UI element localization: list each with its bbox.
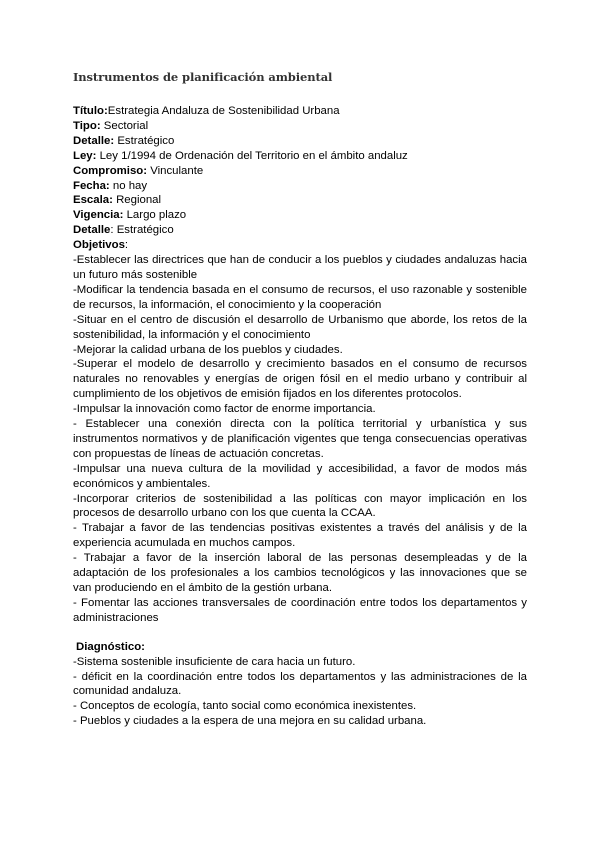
field-vigencia	[73, 208, 527, 223]
field-label: Vigencia:	[73, 209, 124, 222]
field-value: Vinculante	[147, 164, 204, 177]
objective-item: -Establecer las directrices que han de conducir a los pueblos y ciudades andaluzas hacia un futuro más sostenible	[73, 254, 527, 281]
field-ley	[73, 149, 527, 164]
field-label: Tipo:	[73, 119, 101, 132]
field-escala	[73, 193, 527, 208]
diagnostico-item: - Pueblos y ciudades a la espera de una mejora en su calidad urbana.	[73, 715, 427, 728]
diagnostico-title: Diagnóstico:	[76, 640, 145, 653]
field-titulo	[73, 104, 527, 119]
field-value: Estrategia Andaluza de Sostenibilidad Urbana	[107, 105, 340, 117]
objective-item: - Trabajar a favor de las tendencias positivas existentes a través del análisis y de la experiencia acumulada en muchos campos.	[73, 522, 527, 550]
field-value: : Estratégico	[110, 224, 174, 237]
document-heading: Instrumentos de planificación ambiental	[73, 70, 333, 84]
field-label: Escala:	[73, 194, 113, 207]
field-value: Estratégico	[114, 134, 175, 147]
field-tipo	[73, 119, 527, 134]
field-detalle	[73, 134, 527, 149]
diagnostico-item: - déficit en la coordinación entre todos los departamentos y las administraciones de la comunidad andaluza.	[73, 670, 527, 698]
field-label: Detalle	[73, 224, 111, 237]
field-objetivos	[73, 238, 527, 253]
field-detalle-2	[73, 223, 527, 238]
field-label: Ley:	[73, 149, 97, 162]
objective-item: -Situar en el centro de discusión el desarrollo de Urbanismo que aborde, los retos de la sostenibilidad, la información y el conocimiento	[73, 313, 527, 341]
field-value: no hay	[109, 179, 148, 192]
objective-item: -Incorporar criterios de sostenibilidad a las políticas con mayor implicación en los procesos de desarrollo urbano con los que cuenta la CCAA.	[73, 492, 527, 520]
objective-item: -Mejorar la calidad urbana de los pueblos y ciudades.	[73, 343, 343, 356]
field-value: :	[124, 239, 129, 252]
document-body	[73, 104, 527, 729]
field-value: Regional	[112, 194, 162, 207]
diagnostico-item: -Sistema sostenible insuficiente de cara hacia un futuro.	[73, 655, 356, 668]
objective-item: - Establecer una conexión directa con la política territorial y urbanística y sus instrumentos normativos y de planificación vigentes que tenga consecuencias operativas con propuestas de líneas de actuación concretas.	[73, 418, 527, 460]
objective-item: - Fomentar las acciones transversales de coordinación entre todos los departamentos y administraciones	[73, 596, 527, 624]
objective-item: -Modificar la tendencia basada en el consumo de recursos, el uso razonable y sostenible de recursos, la información, el conocimiento y la cooperación	[73, 283, 527, 311]
field-label: Detalle:	[73, 134, 115, 147]
field-value: Largo plazo	[123, 209, 187, 222]
section-spacer	[73, 626, 527, 640]
objective-item: -Impulsar una nueva cultura de la movilidad y accesibilidad, a favor de modos más económicos y ambientales.	[73, 462, 527, 490]
field-compromiso	[73, 164, 527, 179]
field-label: Objetivos	[73, 239, 125, 252]
field-fecha	[73, 179, 527, 194]
objective-item: -Impulsar la innovación como factor de enorme importancia.	[73, 403, 376, 416]
field-value: Sectorial	[100, 119, 149, 132]
field-label: Título:	[73, 105, 108, 117]
field-label: Fecha:	[73, 179, 110, 192]
objective-item: -Superar el modelo de desarrollo y crecimiento basados en el consumo de recursos naturales no renovables y energías de origen fósil en el medio urbano y contribuir al cumplimiento de los objetivos de emisión fijados en los diferentes protocolos.	[73, 358, 527, 401]
field-label: Compromiso:	[73, 164, 148, 177]
field-value: Ley 1/1994 de Ordenación del Territorio en el ámbito andaluz	[96, 149, 408, 162]
objective-item: - Trabajar a favor de la inserción laboral de las personas desempleadas y de la adaptación de los profesionales a los cambios tecnológicos y las innovaciones que se van produciendo en el ámbito de la gestión urbana.	[73, 552, 527, 594]
diagnostico-item: - Conceptos de ecología, tanto social como económica inexistentes.	[73, 700, 417, 713]
